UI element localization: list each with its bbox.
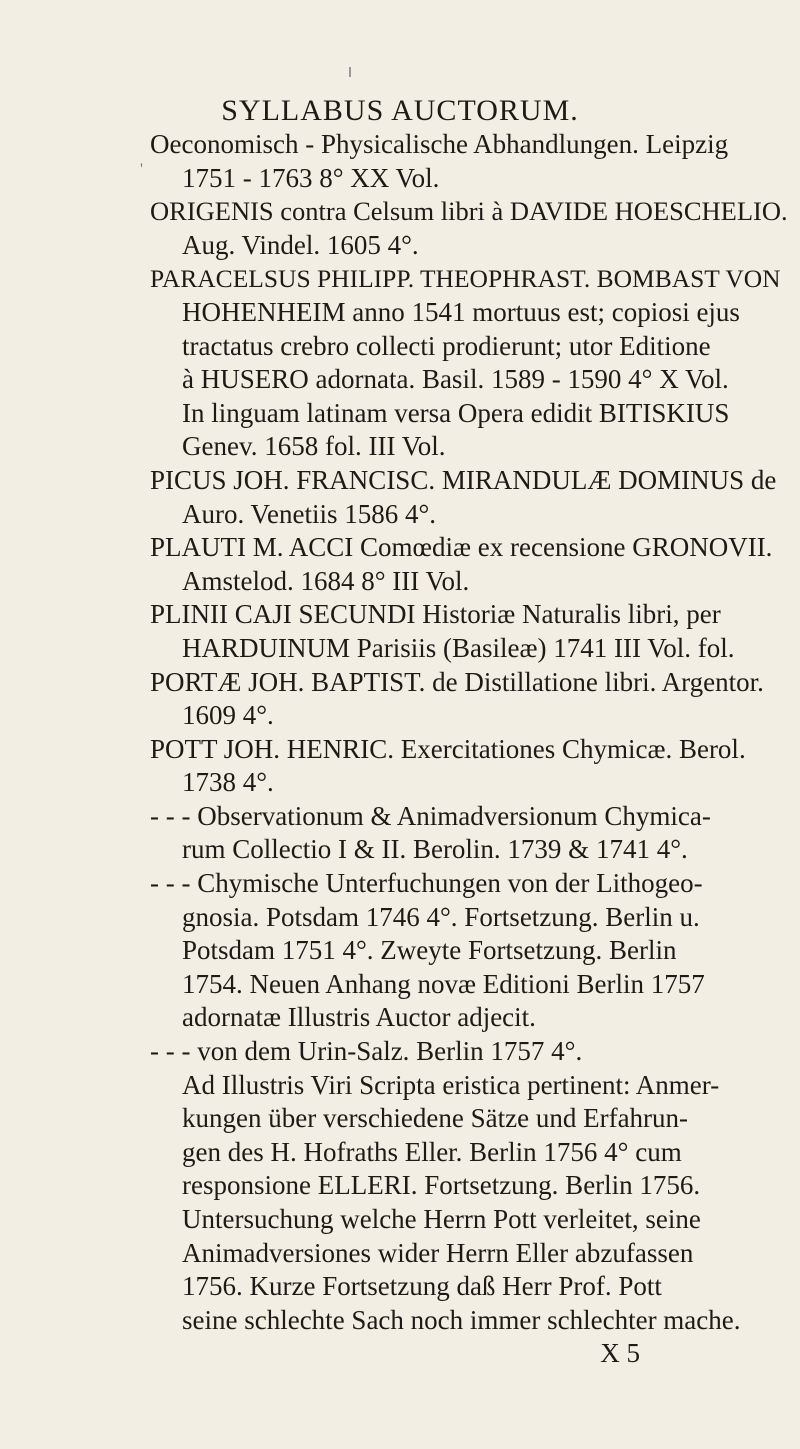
- text-line: gnosia. Potsdam 1746 4°. Fortsetzung. Berlin u.: [182, 901, 700, 932]
- text-line: PLINII CAJI SECUNDI Historiæ Naturalis libri, per: [150, 599, 721, 630]
- text-line: Oeconomisch - Physicalische Abhandlungen. Leipzig: [150, 129, 729, 159]
- text-line: 1751 - 1763 8° XX Vol.: [182, 162, 440, 193]
- running-title: SYLLABUS AUCTORUM.: [221, 94, 579, 127]
- text-line: ORIGENIS contra Celsum libri à DAVIDE HOESCHELIO.: [150, 196, 788, 227]
- text-line: PORTÆ JOH. BAPTIST. de Distillatione libri. Argentor.: [150, 666, 764, 697]
- text-line: PLAUTI M. ACCI Comœdiæ ex recensione GRONOVII.: [150, 532, 773, 563]
- text-line: - - - von dem Urin-Salz. Berlin 1757 4°.: [150, 1036, 583, 1067]
- text-line: HARDUINUM Parisiis (Basileæ) 1741 III Vol. fol.: [182, 632, 735, 663]
- text-line: Potsdam 1751 4°. Zweyte Fortsetzung. Berlin: [182, 935, 677, 966]
- text-line: Animadversiones wider Herrn Eller abzufassen: [182, 1237, 694, 1268]
- text-line: Amstelod. 1684 8° III Vol.: [182, 565, 470, 596]
- text-line: - - - Chymische Unterfuchungen von der Lithogeo-: [150, 868, 703, 899]
- text-line: HOHENHEIM anno 1541 mortuus est; copiosi ejus: [182, 296, 740, 327]
- text-line: Untersuchung welche Herrn Pott verleitet, seine: [182, 1204, 701, 1234]
- text-line: Ad Illustris Viri Scripta eristica pertinent: Anmer-: [182, 1069, 720, 1100]
- text-line: 1754. Neuen Anhang novæ Editioni Berlin 1757: [182, 968, 705, 999]
- text-line: gen des H. Hofraths Eller. Berlin 1756 4° cum: [182, 1136, 682, 1167]
- text-line: tractatus crebro collecti prodierunt; utor Editione: [182, 330, 711, 361]
- text-line: Auro. Venetiis 1586 4°.: [182, 498, 437, 529]
- text-line: PARACELSUS PHILIPP. THEOPHRAST. BOMBAST VON: [150, 264, 781, 294]
- text-line: 1609 4°.: [182, 700, 274, 731]
- signature-mark: X 5: [600, 1338, 640, 1369]
- text-line: seine schlechte Sach noch immer schlechter mache.: [182, 1304, 741, 1335]
- text-line: 1756. Kurze Fortsetzung daß Herr Prof. Pott: [182, 1271, 662, 1302]
- text-line: responsione ELLERI. Fortsetzung. Berlin 1756.: [182, 1170, 701, 1201]
- text-line: à HUSERO adornata. Basil. 1589 - 1590 4° X Vol.: [182, 364, 729, 395]
- text-line: 1738 4°.: [182, 767, 274, 798]
- text-line: rum Collectio I & II. Berolin. 1739 & 1741 4°.: [182, 834, 688, 865]
- text-line: In linguam latinam versa Opera edidit BITISKIUS: [182, 397, 730, 428]
- page-speck: [349, 67, 351, 77]
- text-line: Aug. Vindel. 1605 4°.: [182, 229, 419, 260]
- text-line: Genev. 1658 fol. III Vol.: [182, 431, 446, 462]
- text-line: - - - Observationum & Animadversionum Chymica-: [150, 800, 711, 831]
- text-line: kungen über verschiedene Sätze und Erfahrun-: [182, 1103, 689, 1134]
- bibliography-text: [150, 128, 790, 1371]
- text-line: PICUS JOH. FRANCISC. MIRANDULÆ DOMINUS de: [150, 464, 777, 495]
- margin-mark: ': [140, 161, 143, 178]
- text-line: POTT JOH. HENRIC. Exercitationes Chymicæ. Berol.: [150, 733, 746, 764]
- text-line: adornatæ Illustris Auctor adjecit.: [182, 1002, 536, 1033]
